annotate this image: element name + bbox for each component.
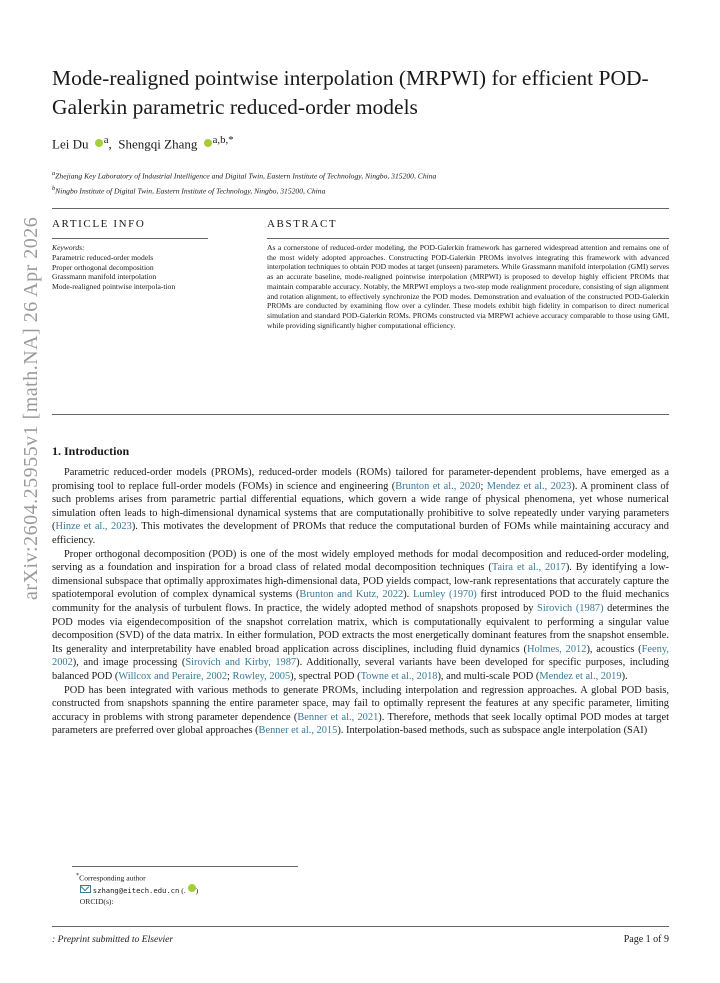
citation-link[interactable]: Brunton and Kutz, 2022	[299, 589, 404, 601]
citation-link[interactable]: Feeny, 2002	[52, 643, 669, 669]
orcid-icon[interactable]	[95, 139, 103, 147]
orcid-icon[interactable]	[188, 884, 196, 892]
header-rule	[52, 208, 669, 209]
affiliation: Ningbo Institute of Digital Twin, Eastern Institute of Technology, Ningbo, 315200, China	[55, 186, 326, 196]
citation-link[interactable]: Rowley, 2005	[232, 670, 291, 682]
author-list: Lei Du $^a$, Shengqi Zhang $^{a,b,*}$	[52, 134, 234, 152]
abstract-heading: ABSTRACT	[267, 218, 338, 230]
paragraph: Parametric reduced-order models (PROMs), reduced-order models (ROMs) tailored for parameter-dependent problems, have emerged as a promising tool to replace full-order models (FOMs) in science and engineering (Brunton et al., 2020; Mendez et al., 2023). A prominent class of such problems arises from parametric partial differential equations, which govern a wide range of physical phenomena, yet whose numerical simulation often leads to high-dimensional dynamical systems that are computationally prohibitive to solve repeatedly under varying parameters (Hinze et al., 2023). This motivates the development of PROMs that reduce the computational burden of FOMs while maintaining accuracy and efficiency.	[52, 467, 669, 546]
keywords-list	[52, 253, 208, 291]
author-sup: a	[103, 134, 109, 146]
citation-link[interactable]: Sirovich and Kirby, 1987	[185, 657, 297, 669]
keywords-label: Keywords:	[52, 243, 85, 252]
affiliations	[52, 168, 436, 197]
email-link[interactable]: szhang@eitech.edu.cn	[92, 886, 180, 896]
footnote-label: Corresponding author	[79, 873, 146, 883]
footnote-rule	[72, 866, 298, 867]
citation-link[interactable]: Hinze et al., 2023	[55, 521, 132, 533]
affiliation: Zhejiang Key Laboratory of Industrial Intelligence and Digital Twin, Eastern Institute of Technology, Ningbo, 315200, China	[55, 171, 437, 181]
footnote	[76, 871, 198, 908]
abstract-rule	[267, 238, 669, 239]
article-info-rule	[52, 238, 208, 239]
citation-link[interactable]: Sirovich (1987)	[537, 602, 604, 614]
author-name: Lei Du	[52, 136, 89, 152]
introduction-body	[52, 466, 669, 738]
citation-link[interactable]: Lumley (1970)	[413, 589, 477, 601]
abstract-text: As a cornerstone of reduced-order modeling, the POD-Galerkin framework has garnered widespread attention and remains one of the most widely adopted approaches. Constructing POD-Galerkin PROMs involves integrating this framework with advanced interpolation techniques to obtain POD modes at target (unseen) parameters. While Grassmann manifold interpolation (GMI) serves as an accurate baseline, mode-realigned pointwise interpolation (MRPWI) is proposed to develop highly efficient PROMs that maintain comparable accuracy. Notably, the MRPWI employs a two-step mode realignment procedure, consisting of sign alignment and rotation alignment, to effectively synchronize the POD modes. Demonstration and evaluation of the constructed POD-Galerkin PROMs are conducted by examining flow over a cylinder. These models exhibit high fidelity in comparison to direct numerical simulation and standard POD-Galerkin ROMs. PROMs constructed via MRPWI achieve accuracy comparable to those using GMI, while providing significantly higher computational efficiency.	[267, 243, 669, 330]
keyword: Mode-realigned pointwise interpola-tion	[52, 281, 176, 291]
footer-left: : Preprint submitted to Elsevier	[52, 934, 174, 945]
paper-page	[52, 0, 669, 983]
affil-sup: a	[52, 170, 56, 177]
footer-rule	[52, 926, 669, 927]
keyword: Proper orthogonal decomposition	[52, 262, 154, 272]
citation-link[interactable]: Mendez et al., 2023	[486, 480, 572, 492]
footnote-mark: *	[76, 872, 80, 879]
paper-title: Mode-realigned pointwise interpolation (MRPWI) for efficient POD-Galerkin parametric reduced-order models	[52, 66, 649, 119]
citation-link[interactable]: Willcox and Peraire, 2002	[118, 670, 228, 682]
citation-link[interactable]: Holmes, 2012	[526, 643, 587, 655]
orcid-icon[interactable]	[204, 139, 212, 147]
keyword: Parametric reduced-order models	[52, 253, 154, 262]
author-sup: a,b,*	[212, 134, 234, 146]
email-suffix: (.	[179, 886, 188, 896]
article-info-heading: ARTICLE INFO	[52, 218, 146, 230]
abstract-bottom-rule	[52, 414, 669, 415]
keyword: Grassmann manifold interpolation	[52, 272, 157, 282]
paragraph: Proper orthogonal decomposition (POD) is one of the most widely employed methods for modal decomposition and reduced-order modeling, serving as a foundation and inspiration for a broad class of related modal decomposition techniques (Taira et al., 2017). By identifying a low-dimensional subspace that optimally approximates high-dimensional data, POD yields compact, low-rank representations that accurately capture the spatiotemporal evolution of complex dynamical systems (Brunton and Kutz, 2022). Lumley (1970) first introduced POD to the fluid mechanics community for the analysis of turbulent flows. In practice, the widely adopted method of snapshots proposed by Sirovich (1987) determines the POD modes via eigendecomposition of the snapshot correlation matrix, which is computationally equivalent to performing a singular value decomposition (SVD) of the data matrix. In either formulation, POD extracts the most energetically dominant features from the snapshot ensemble. Its generality and interpretability have enabled broad application across disciplines, including fluid dynamics (Holmes, 2012), acoustics (Feeny, 2002), and image processing (Sirovich and Kirby, 1987). Additionally, several variants have been developed for specific purposes, including balanced POD (Willcox and Peraire, 2002; Rowley, 2005), spectral POD (Towne et al., 2018), and multi-scale POD (Mendez et al., 2019).	[52, 548, 669, 682]
page-number: Page 1 of 9	[623, 934, 669, 945]
citation-link[interactable]: Benner et al., 2021	[297, 711, 379, 723]
arxiv-stamp: arXiv:2604.25955v1 [math.NA] 26 Apr 2026	[20, 216, 42, 600]
affil-sup: b	[52, 184, 56, 192]
citation-link[interactable]: Mendez et al., 2019	[539, 670, 622, 682]
paragraph: POD has been integrated with various methods to generate PROMs, including interpolation and regression approaches. A global POD basis, constructed from snapshots spanning the entire parameter space, may fail to optimally represent the features at any specific parameter, limiting accuracy in problems with strong parameter dependence (Benner et al., 2021). Therefore, methods that seek locally optimal POD modes at target parameters are preferred over global approaches (Benner et al., 2015). Interpolation-based methods, such as subspace angle interpolation (SAI)	[52, 684, 669, 737]
citation-link[interactable]: Taira et al., 2017	[491, 562, 566, 574]
citation-link[interactable]: Brunton et al., 2020	[395, 480, 481, 492]
citation-link[interactable]: Towne et al., 2018	[360, 670, 438, 682]
orcid-label: ORCID(s):	[79, 897, 114, 907]
citation-link[interactable]: Benner et al., 2015	[258, 725, 338, 737]
author-name: Shengqi Zhang	[118, 136, 198, 152]
email-close: )	[195, 886, 199, 896]
mail-icon	[80, 885, 91, 893]
section-heading-introduction: 1. Introduction	[52, 444, 130, 458]
